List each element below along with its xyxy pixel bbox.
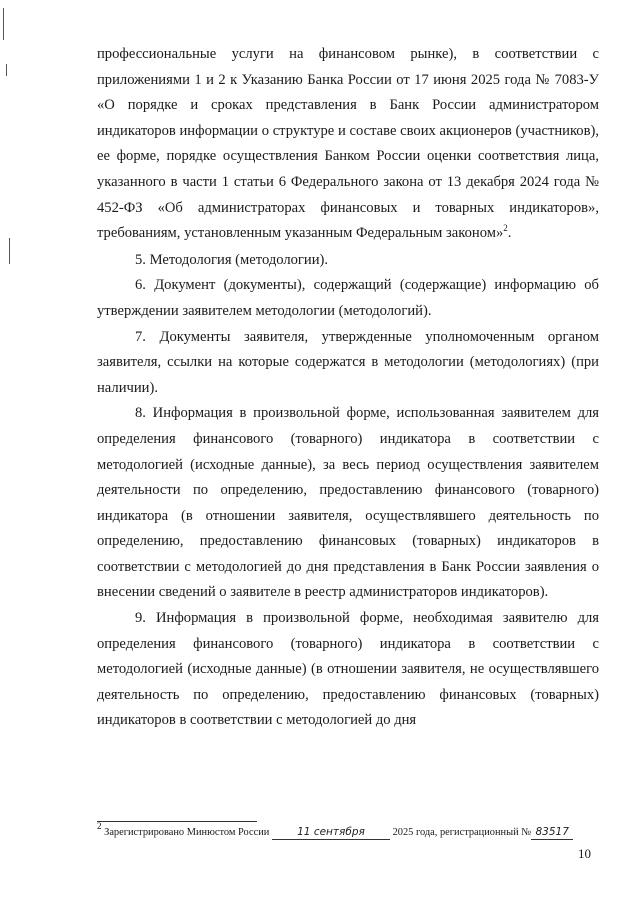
scan-edge-mark-middle: [6, 64, 7, 76]
scan-edge-mark-top: [3, 8, 4, 40]
footnote-prefix: Зарегистрировано Минюстом России: [104, 827, 270, 838]
paragraph-item-9: 9. Информация в произвольной форме, необходимая заявителю для определения финансового (товарного) индикатора в соответствии с методологией (исходные данные) (в отношении заявителя, не осуществлявшего деятельность по определению, предоставлению финансовых (товарных) индикаторов в соответствии с методологией до дня: [97, 610, 599, 729]
footnote-middle: 2025 года, регистрационный №: [392, 827, 532, 838]
paragraph-item-5: 5. Методология (методологии).: [135, 251, 329, 268]
paragraph-continuation: профессиональные услуги на финансовом рынке), в соответствии с приложениями 1 и 2 к Указанию Банка России от 17 июня 2025 года № 7083-У «О порядке и сроках представления в Банк России администратором индикаторов информации о структуре и составе своих акционеров (участников), ее форме, порядке осуществления Банком России оценки соответствия лица, указанного в части 1 статьи 6 Федерального закона от 13 декабря 2024 года № 452-ФЗ «Об администраторах финансовых и товарных индикаторов», требованиям, установленным указанным Федеральным законом»$^2$.: [97, 46, 599, 242]
paragraph-item-8: 8. Информация в произвольной форме, использованная заявителем для определения финансового (товарного) индикатора в соответствии с методологией (исходные данные), за весь период осуществления заявителем деятельности по определению, предоставлению финансового (товарного) индикатора (в отношении заявителя, осуществлявшего деятельность по определению, предоставлению финансовых (товарных) индикаторов в соответствии с методологией до дня представления в Банк России заявления о внесении сведений о заявителе в реестр администраторов индикаторов).: [97, 405, 599, 601]
footnote: [97, 821, 597, 840]
page-number: 10: [578, 846, 591, 861]
paragraph-item-6: 6. Документ (документы), содержащий (содержащие) информацию об утверждении заявителем методологии (методологий).: [97, 277, 599, 319]
scan-edge-mark-lower: [9, 238, 10, 264]
handwritten-registration-date: 11 сентября: [272, 826, 390, 840]
body-text: [97, 42, 599, 734]
footnote-marker: 2: [97, 821, 102, 831]
paragraph-item-7: 7. Документы заявителя, утвержденные уполномоченным органом заявителя, ссылки на которые содержатся в методологии (методологиях) (при наличии).: [97, 328, 599, 396]
footnote-divider: [97, 821, 257, 822]
footnote-reference: 2: [503, 223, 508, 234]
handwritten-registration-number: 83517: [531, 826, 573, 840]
